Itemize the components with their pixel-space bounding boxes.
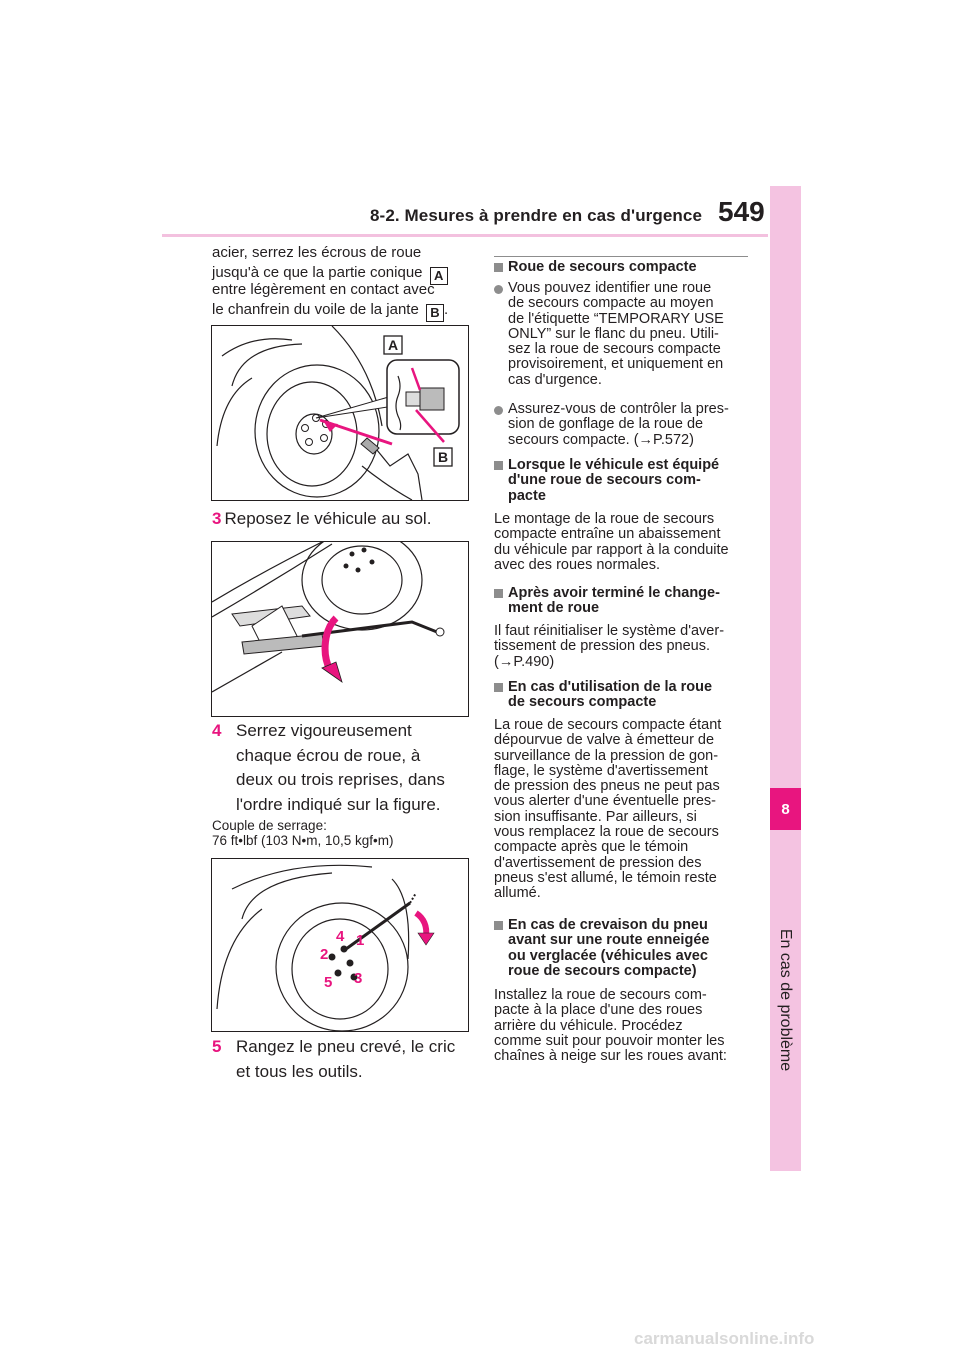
heading-vehicle-with-spare: Lorsque le véhicule est équipé d'une roue de secours com- pacte [494, 458, 770, 504]
step-3 [212, 507, 472, 532]
figure-lower-vehicle [211, 541, 469, 717]
page-number: 549 [718, 196, 765, 227]
heading-flat-front-snow: En cas de crevaison du pneu avant sur une route enneigée ou verglacée (véhicules avec roue de secours compacte) [494, 918, 770, 979]
callout-a-marker: A [430, 267, 448, 285]
figure-callout-b: B [437, 449, 449, 465]
order-label-5: 5 [324, 974, 333, 991]
step-5-line-2: et tous les outils. [236, 1061, 363, 1081]
heading-square-icon [494, 461, 503, 470]
step-3-number: 3 [212, 509, 222, 528]
intro-line-2: jusqu'à ce que la partie conique A [212, 264, 448, 285]
right-column-rule [494, 256, 748, 257]
heading-square-icon [494, 589, 503, 598]
intro-line-1: acier, serrez les écrous de roue [212, 244, 422, 261]
text-reset-tpms: Il faut réinitialiser le système d'aver- tissement de pression des pneus. (→P.490) [494, 623, 725, 670]
step-4-line-2: chaque écrou de roue, à [236, 745, 421, 765]
heading-square-icon [494, 683, 503, 692]
step-4 [212, 719, 476, 819]
step-3-text: Reposez le véhicule au sol. [224, 509, 432, 528]
order-label-1: 1 [356, 932, 365, 949]
chapter-number-badge: 8 [770, 788, 801, 830]
heading-compact-spare: Roue de secours compacte [494, 260, 768, 275]
step-4-line-4: l'ordre indiqué sur la figure. [236, 794, 441, 814]
text-spare-no-valve: La roue de secours compacte étant dépourvue de valve à émetteur de surveillance de la pression de gon- flage, le système d'avertissement de pression des pneus ne peut pas vous alerter d'une éventuelle pres- sion insuffisante. Par ailleurs, si vous remplacez la roue de secours compacte après que le témoin d'avertissement de pression des pneus s'est allumé, le témoin reste allumé. [494, 717, 722, 902]
step-4-number: 4 [212, 721, 222, 740]
watermark: carmanualsonline.info [634, 1329, 815, 1348]
figure-wheel-nut-contact [211, 325, 469, 501]
text-install-spare-rear: Installez la roue de secours com- pacte à la place d'une des roues arrière du véhicule. Procédez comme suit pour pouvoir monter les chaînes à neige sur les roues avant: [494, 987, 727, 1065]
torque-label: Couple de serrage: [212, 818, 327, 833]
heading-square-icon [494, 921, 503, 930]
header-rule [162, 234, 768, 237]
order-label-4: 4 [336, 928, 345, 945]
bullet-identify-spare: Vous pouvez identifier une roue de secours compacte au moyen de l'étiquette “TEMPORARY USE ONLY” sur le flanc du pneu. Utili- sez la roue de secours compacte provisoirement, et uniquement en cas d'urgence. [494, 281, 770, 388]
bullet-dot-icon [494, 406, 503, 415]
heading-after-change: Après avoir terminé le change- ment de roue [494, 586, 770, 617]
bullet-check-pressure: Assurez-vous de contrôler la pres- sion de gonflage de la roue de secours compacte. (→P.572) [494, 402, 770, 448]
torque-value: 76 ft•lbf (103 N•m, 10,5 kgf•m) [212, 833, 394, 848]
bullet-dot-icon [494, 285, 503, 294]
jack-lowering-illustration [212, 542, 468, 716]
section-title: 8-2. Mesures à prendre en cas d'urgence [370, 206, 703, 225]
intro-line-4: le chanfrein du voile de la jante B . [212, 301, 449, 320]
heading-square-icon [494, 263, 503, 272]
order-label-3: 3 [354, 970, 363, 987]
step-5-line-1: Rangez le pneu crevé, le cric [236, 1037, 456, 1056]
intro-line-3: entre légèrement en contact avec [212, 281, 435, 298]
step-4-line-3: deux ou trois reprises, dans [236, 770, 445, 789]
step-5 [212, 1035, 476, 1087]
tightening-order-illustration [212, 859, 468, 1031]
step-5-number: 5 [212, 1037, 222, 1056]
torque-spec [212, 818, 472, 848]
order-label-2: 2 [320, 946, 329, 963]
figure-tightening-order [211, 858, 469, 1032]
chapter-label: En cas de problème [777, 928, 794, 1072]
figure-callout-a: A [387, 337, 399, 353]
text-vehicle-lowered: Le montage de la roue de secours compacte entraîne un abaissement du véhicule par rapport à la conduite avec des roues normales. [494, 511, 729, 573]
callout-b-marker: B [426, 304, 444, 322]
heading-using-spare: En cas d'utilisation de la roue de secours compacte [494, 680, 770, 711]
wheel-nut-illustration [212, 326, 468, 500]
step-4-line-1: Serrez vigoureusement [236, 721, 412, 740]
